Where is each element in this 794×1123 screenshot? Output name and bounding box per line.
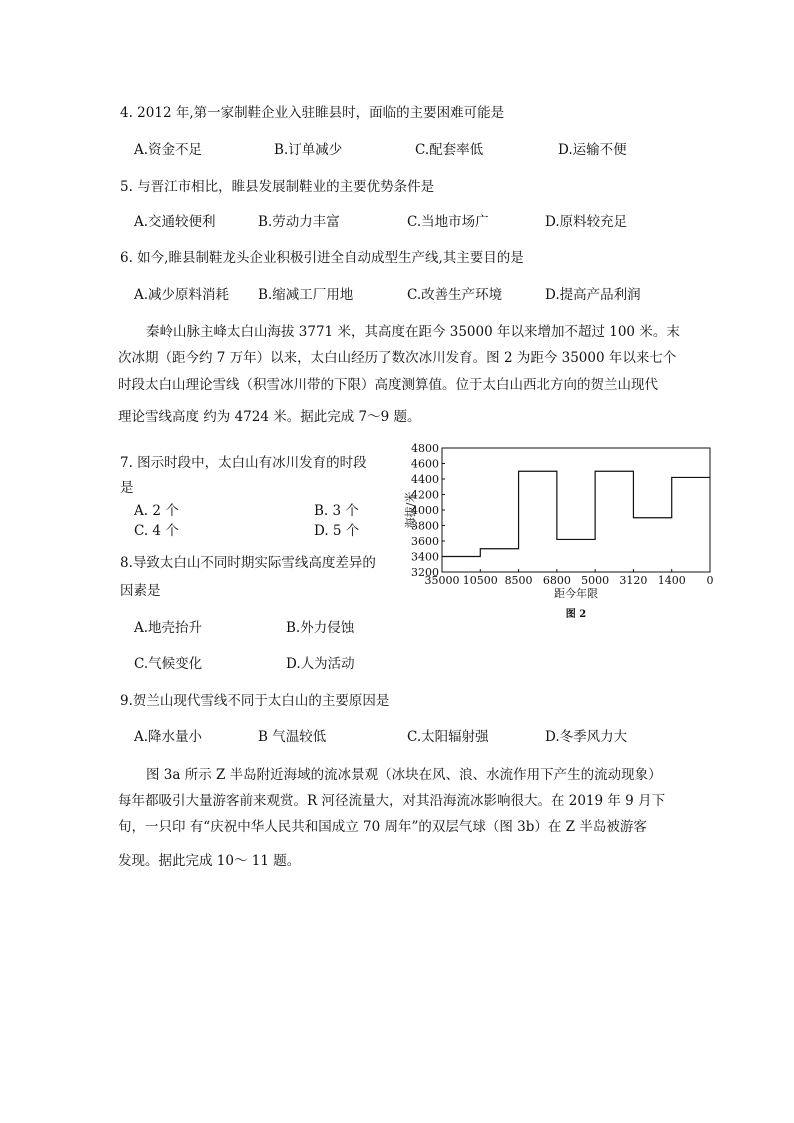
question-5-stem: 5. 与晋江市相比，睢县发展制鞋业的主要优势条件是 (120, 179, 435, 195)
q4-option-a: A.资金不足 (134, 142, 203, 158)
y-tick-label: 4600 (411, 457, 439, 471)
q5-option-b: B.劳动力丰富 (258, 214, 340, 230)
passage-2-line-1: 图 3a 所示 Z 半岛附近海域的流冰景观（冰块在风、浪、水流作用下产生的流动现象） (146, 767, 662, 783)
q8-option-b: B.外力侵蚀 (286, 620, 355, 636)
snowline-series-line (442, 471, 710, 556)
y-axis-label: 海拔/米 (404, 491, 417, 529)
x-tick-label: 10500 (462, 574, 498, 587)
q8-option-a: A.地壳抬升 (134, 620, 203, 636)
q7-option-a: A. 2 个 (134, 503, 179, 519)
snowline-chart (400, 438, 730, 623)
x-tick-label: 5000 (581, 574, 610, 587)
passage-1-line-3: 时段太白山理论雪线（积雪冰川带的下限）高度测算值。位于太白山西北方向的贺兰山现代 (118, 377, 658, 393)
question-6-stem: 6. 如今,睢县制鞋龙头企业积极引进全自动成型生产线,其主要目的是 (120, 250, 524, 266)
q5-option-a: A.交通较便利 (134, 214, 216, 230)
q8-option-d: D.人为活动 (286, 656, 355, 672)
passage-2-line-4: 发现。据此完成 10～ 11 题。 (118, 853, 301, 869)
x-tick-label: 1400 (657, 574, 686, 587)
q9-option-c: C.太阳辐射强 (407, 729, 489, 745)
q4-option-d: D.运输不便 (558, 142, 627, 158)
q9-option-d: D.冬季风力大 (545, 729, 628, 745)
question-8-stem-line-2: 因素是 (120, 583, 161, 599)
passage-2-line-2: 每年都吸引大量游客前来观赏。R 河径流量大，对其沿海流冰影响很大。在 2019 年 9 月下 (118, 793, 666, 809)
q8-option-c: C.气候变化 (134, 656, 203, 672)
x-tick-label: 35000 (424, 574, 460, 587)
q7-option-d: D. 5 个 (314, 523, 360, 539)
q6-option-b: B.缩减工厂用地 (258, 287, 354, 303)
x-tick-label: 3120 (619, 574, 648, 587)
x-tick-label: 6800 (542, 574, 571, 587)
x-tick-label: 0 (706, 574, 714, 587)
y-tick-label: 4200 (411, 488, 439, 502)
q6-option-c: C.改善生产环境 (407, 287, 503, 303)
q6-option-d: D.提高产品利润 (545, 287, 641, 303)
y-tick-label: 3800 (411, 519, 439, 533)
q9-option-a: A.降水量小 (134, 729, 203, 745)
question-9-stem: 9.贺兰山现代雪线不同于太白山的主要原因是 (120, 693, 390, 709)
q5-option-d: D.原料较充足 (545, 214, 628, 230)
plot-frame (442, 448, 710, 572)
y-tick-label: 3400 (411, 550, 439, 564)
question-4-stem: 4. 2012 年,第一家制鞋企业入驻睢县时，面临的主要困难可能是 (120, 105, 505, 121)
x-tick-label: 8500 (504, 574, 533, 587)
figure-caption: 图 2 (565, 609, 587, 620)
q6-option-a: A.减少原料消耗 (134, 287, 230, 303)
passage-1-line-4: 理论雪线高度 约为 4724 米。据此完成 7～9 题。 (118, 409, 421, 425)
q7-option-c: C. 4 个 (134, 523, 179, 539)
q4-option-b: B.订单减少 (274, 142, 343, 158)
y-tick-label: 4000 (411, 504, 439, 517)
x-axis-label: 距今年限 (554, 587, 598, 600)
question-7-stem-line-2: 是 (120, 480, 134, 496)
passage-2-line-3: 旬，一只印 有“庆祝中华人民共和国成立 70 周年”的双层气球（图 3b）在 Z 半岛被游客 (118, 819, 647, 835)
y-tick-label: 4400 (411, 473, 439, 486)
q9-option-b: B 气温较低 (258, 729, 327, 745)
question-7-stem-line-1: 7. 图示时段中，太白山有冰川发育的时段 (120, 455, 367, 471)
y-tick-label: 3600 (411, 535, 439, 548)
y-tick-label: 3200 (411, 566, 439, 579)
passage-1-line-2: 次冰期（距今约 7 万年）以来，太白山经历了数次冰川发育。图 2 为距今 35000 年以来七个 (118, 350, 677, 366)
question-8-stem-line-1: 8.导致太白山不同时期实际雪线高度差异的 (120, 555, 376, 571)
y-tick-label: 4800 (411, 442, 439, 455)
q4-option-c: C.配套率低 (415, 142, 484, 158)
passage-1-line-1: 秦岭山脉主峰太白山海拔 3771 米，其高度在距今 35000 年以来增加不超过 100 米。末 (146, 324, 680, 340)
q7-option-b: B. 3 个 (314, 503, 359, 519)
q5-option-c: C.当地市场广 (407, 214, 489, 230)
